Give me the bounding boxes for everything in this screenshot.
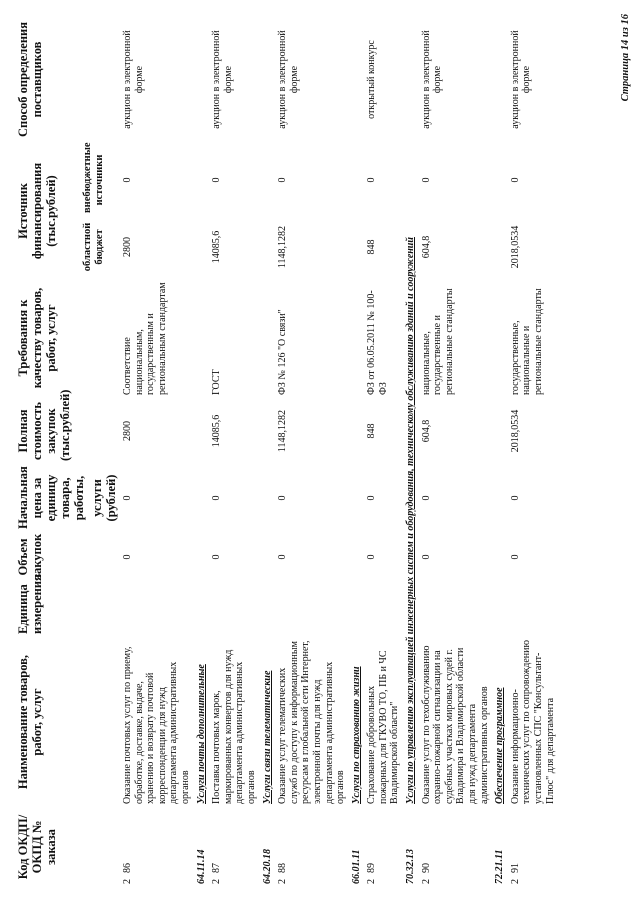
empty-cell	[194, 144, 210, 216]
item-volume: 0	[420, 554, 432, 560]
header-unit: Единица измерения	[16, 574, 44, 634]
order-seq: 86	[122, 863, 133, 873]
header-source-regional: областной бюджет	[82, 222, 106, 272]
item-name: Оказание информационно-технических услуг по сопровождению установленных СПС "Консультант-Плюс" для департамента	[509, 640, 556, 804]
item-method: аукцион в электронной форме	[211, 30, 234, 129]
item-requirements: Соответствие национальным, государственным и региональным стандартам	[122, 282, 168, 395]
order-index: 2	[420, 879, 432, 884]
header-method: Способ определения поставщиков	[16, 21, 44, 138]
item-volume: 0	[366, 554, 378, 560]
item-regional-budget: 2018,0534	[509, 225, 521, 269]
order-seq: 87	[211, 863, 223, 873]
empty-cell	[349, 398, 365, 464]
empty-cell	[194, 278, 210, 398]
empty-cell	[349, 464, 365, 532]
item-regional-budget: 2800	[122, 237, 133, 257]
empty-cell	[260, 15, 276, 144]
empty-cell	[492, 582, 508, 637]
header-price-main: Начальная цена за единицу товара, работы,	[16, 466, 86, 529]
order-seq: 89	[366, 863, 378, 873]
item-name: Поставка почтовых марок, маркированных конвертов для нужд департамента административных органов	[211, 649, 257, 804]
table-body	[120, 15, 558, 887]
empty-cell	[492, 398, 508, 464]
item-total: 848	[366, 423, 378, 439]
order-index: 2	[211, 879, 223, 884]
order-index: 2	[509, 879, 521, 884]
item-extra-sources: 0	[420, 177, 432, 183]
item-price: 0	[122, 495, 133, 501]
item-price: 0	[277, 495, 289, 501]
item-extra-sources: 0	[277, 177, 289, 183]
item-price: 0	[509, 495, 521, 501]
order-number	[508, 807, 558, 887]
item-total: 1148,1282	[277, 409, 289, 453]
table-row	[419, 15, 493, 887]
table-row	[364, 15, 403, 887]
item-unit	[209, 582, 259, 637]
order-number	[275, 807, 349, 887]
header-price	[14, 464, 120, 532]
order-seq: 88	[277, 863, 289, 873]
item-requirements: национальные, государственные и региональные стандарты	[420, 288, 455, 395]
item-method: аукцион в электронной форме	[509, 30, 533, 129]
order-number	[209, 807, 259, 887]
item-name: Страхование добровольных пожарных для ГКУВО ТО, ПБ и ЧС Владимирской области"	[366, 650, 401, 804]
item-method: открытый конкурс	[366, 40, 378, 119]
item-method: аукцион в электронной форме	[420, 30, 444, 129]
empty-cell	[194, 582, 210, 637]
section-title: Услуги по страхованию жизни	[350, 666, 362, 804]
okpd-code: 66.01.11	[350, 849, 362, 884]
empty-cell	[260, 144, 276, 216]
empty-cell	[194, 15, 210, 144]
empty-cell	[260, 398, 276, 464]
okpd-code: 70.32.13	[405, 849, 417, 884]
item-volume: 0	[509, 554, 521, 560]
section-row	[194, 15, 210, 887]
section-title: Услуги почты дополнительные	[195, 664, 207, 804]
table-row	[120, 15, 194, 887]
item-unit	[275, 582, 349, 637]
item-price: 0	[211, 495, 223, 501]
header-volume: Объем закупок	[16, 533, 44, 579]
item-unit	[419, 582, 493, 637]
item-price: 0	[420, 495, 432, 501]
order-index: 2	[366, 879, 378, 884]
item-regional-budget: 1148,1282	[277, 225, 289, 269]
order-seq: 90	[420, 863, 432, 873]
header-source: Источник финансирования (тыс.рублей)	[16, 162, 58, 260]
empty-cell	[260, 216, 276, 278]
table-row	[275, 15, 349, 887]
empty-cell	[349, 15, 365, 144]
empty-cell	[492, 15, 508, 144]
empty-cell	[194, 216, 210, 278]
item-total: 2800	[122, 421, 133, 441]
item-price: 0	[366, 495, 378, 501]
order-number	[120, 807, 194, 887]
empty-cell	[349, 582, 365, 637]
header-requirements: Требования к качеству товаров, работ, услуг	[16, 287, 58, 389]
item-regional-budget: 604,8	[420, 235, 432, 259]
okpd-code: 64.20.18	[261, 849, 273, 884]
item-extra-sources: 0	[211, 177, 223, 183]
okpd-code: 72.21.11	[494, 849, 506, 884]
order-seq: 91	[509, 863, 521, 873]
item-unit	[364, 582, 403, 637]
empty-cell	[492, 532, 508, 582]
header-source-extra: внебюджетные источники	[82, 142, 106, 213]
table-header	[14, 15, 120, 887]
header-code: Код ОКДП/ ОКПД № заказа	[16, 814, 58, 880]
empty-cell	[260, 464, 276, 532]
item-requirements: ФЗ от 06.05.2011 № 100-ФЗ	[366, 290, 389, 395]
item-unit	[120, 582, 194, 637]
item-total: 14085,6	[211, 414, 223, 448]
empty-cell	[492, 144, 508, 216]
page-number: Страница 14 из 16	[620, 14, 631, 102]
empty-cell	[194, 464, 210, 532]
item-method: аукцион в электронной форме	[122, 30, 145, 129]
item-extra-sources: 0	[122, 177, 133, 183]
empty-cell	[194, 398, 210, 464]
item-name: Оказание услуг по техобслуживанию охранно-пожарной сигнализации на судебных участках мировых судей г. Владимира и Владимирской области для нужд департамента административных органов	[420, 645, 490, 804]
header-name: Наименование товаров, работ, услуг	[16, 654, 44, 790]
empty-cell	[260, 582, 276, 637]
empty-cell	[260, 532, 276, 582]
item-volume: 0	[277, 554, 289, 560]
order-number	[364, 807, 403, 887]
order-index: 2	[122, 879, 133, 884]
empty-cell	[260, 278, 276, 398]
item-requirements: ФЗ № 126 "О связи"	[277, 309, 289, 395]
item-volume: 0	[122, 554, 133, 560]
order-index: 2	[277, 879, 289, 884]
section-row	[492, 15, 508, 887]
item-regional-budget: 848	[366, 239, 378, 255]
table-row	[209, 15, 259, 887]
item-total: 604,8	[420, 419, 432, 443]
empty-cell	[492, 464, 508, 532]
section-row	[349, 15, 365, 887]
item-extra-sources: 0	[509, 177, 521, 183]
procurement-plan-table	[14, 15, 558, 887]
empty-cell	[492, 278, 508, 398]
item-total: 2018,0534	[509, 409, 521, 453]
empty-cell	[349, 532, 365, 582]
item-unit	[508, 582, 558, 637]
item-requirements: государственные, национальные и региональные стандарты	[509, 288, 544, 395]
order-number	[419, 807, 493, 887]
section-title: Услуги по управлению эксплуатацией инженерных систем и оборудования, техническому обслуживанию зданий и сооружений	[405, 237, 417, 804]
item-volume: 0	[211, 554, 223, 560]
item-extra-sources: 0	[366, 177, 378, 183]
empty-cell	[349, 278, 365, 398]
empty-cell	[492, 216, 508, 278]
item-name: Оказание услуг телематических служб по доступу к информационным ресурсам в глобальной сети Интернет, электронной почты для нужд департамента административных органов	[277, 640, 347, 804]
section-row	[260, 15, 276, 887]
empty-cell	[349, 144, 365, 216]
empty-cell	[349, 216, 365, 278]
empty-cell	[194, 532, 210, 582]
section-title: Обеспечение программное	[494, 687, 506, 804]
header-total: Полная стоимость закупок (тыс.рублей)	[16, 389, 72, 461]
header-price-sub: услуги (рублей)	[90, 474, 118, 522]
item-requirements: ГОСТ	[211, 369, 223, 395]
table-row	[508, 15, 558, 887]
item-method: аукцион в электронной форме	[277, 30, 300, 129]
okpd-code: 64.11.14	[195, 849, 207, 884]
item-regional-budget: 14085,6	[211, 230, 223, 264]
item-name: Оказание почтовых услуг по приему, обработке, доставке, выдаче, хранению и возврату почтовой корреспонденции для нужд департамента административных органов	[122, 646, 191, 804]
section-row	[403, 15, 419, 887]
section-title: Услуги связи телематические	[261, 670, 273, 804]
